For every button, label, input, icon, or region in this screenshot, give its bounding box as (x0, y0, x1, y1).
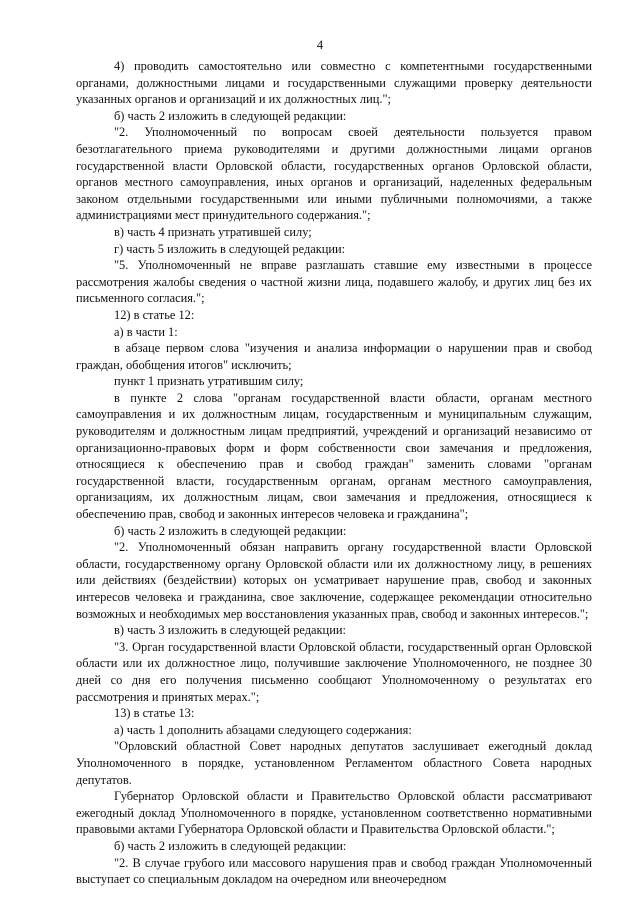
page-number: 4 (316, 38, 324, 52)
paragraph-5: г) часть 5 изложить в следующей редакции: (114, 241, 346, 256)
paragraph-18: "Орловский областной Совет народных депутатов заслушивает ежегодный доклад Уполномоченного в порядке, установленном Регламентом областного Совета народных депутатов. (76, 739, 592, 787)
document-body (76, 58, 592, 888)
paragraph-17: а) часть 1 дополнить абзацами следующего содержания: (114, 722, 412, 737)
paragraph-2: б) часть 2 изложить в следующей редакции: (114, 108, 347, 123)
paragraph-20: б) часть 2 изложить в следующей редакции: (114, 838, 347, 853)
paragraph-7: 12) в статье 12: (114, 307, 195, 322)
paragraph-19: Губернатор Орловской области и Правительство Орловской области рассматривают ежегодный доклад Уполномоченного в порядке, установленном соответственно нормативными правовыми актами Губернатора Орловской области и Правительства Орловской области."; (76, 789, 592, 837)
paragraph-14: в) часть 3 изложить в следующей редакции: (114, 623, 346, 638)
paragraph-8: а) в части 1: (114, 324, 178, 339)
paragraph-6: "5. Уполномоченный не вправе разглашать ставшие ему известными в процессе рассмотрения жалобы сведения о частной жизни лица, подавшего жалобу, и других лиц без их письменного согласия."; (76, 258, 592, 306)
paragraph-21: "2. В случае грубого или массового нарушения прав и свобод граждан Уполномоченный выступает со специальным докладом на очередном или внеочередном (76, 855, 592, 887)
paragraph-15: "3. Орган государственной власти Орловской области, государственный орган Орловской области или их должностное лицо, получившие заключение Уполномоченного, не позднее 30 дней со дня его получения письменно сообщают Уполномоченному о результатах его рассмотрения и принятых мерах."; (76, 639, 592, 704)
paragraph-4: в) часть 4 признать утратившей силу; (114, 224, 312, 239)
paragraph-9: в абзаце первом слова "изучения и анализа информации о нарушении прав и свобод граждан, обобщения итогов" исключить; (76, 341, 592, 372)
paragraph-3: "2. Уполномоченный по вопросам своей деятельности пользуется правом безотлагательного приема руководителями и другими должностными лицами органов государственной власти Орловской области, государственных органов Орловской области, органов местного самоуправления, иных органов и организаций, наделенных федеральным законом отдельными государственными или иными публичными полномочиями, а также администрациями мест принудительного содержания."; (76, 125, 592, 223)
paragraph-1: 4) проводить самостоятельно или совместно с компетентными государственными органами, должностными лицами и государственными служащими проверку деятельности указанных органов и организаций и их должностных лиц."; (76, 59, 592, 107)
paragraph-11: в пункте 2 слова "органам государственной власти области, органам местного самоуправления и их должностным лицам, государственным и муниципальным служащим, руководителям и должностным лицам предприятий, учреждений и организаций независимо от организационно-правовых форм и форм собственности свои замечания и предложения, относящиеся к обеспечению прав и свобод граждан" заменить словами "органам государственной власти, государственным органам, органам местного самоуправления, организациям, их должностным лицам, свои замечания и предложения, относящиеся к обеспечению прав, свобод и законных интересов человека и гражданина"; (76, 390, 592, 522)
paragraph-16: 13) в статье 13: (114, 706, 195, 721)
paragraph-13: "2. Уполномоченный обязан направить органу государственной власти Орловской области, государственному органу Орловской области или их должностному лицу, в решениях или действиях (бездействии) которых он усматривает нарушение прав, свобод и законных интересов человека и гражданина, свое заключение, содержащее рекомендации относительно возможных и необходимых мер восстановления указанных прав, свобод и законных интересов."; (76, 540, 592, 621)
paragraph-10: пункт 1 признать утратившим силу; (114, 374, 304, 389)
paragraph-12: б) часть 2 изложить в следующей редакции: (114, 523, 347, 538)
